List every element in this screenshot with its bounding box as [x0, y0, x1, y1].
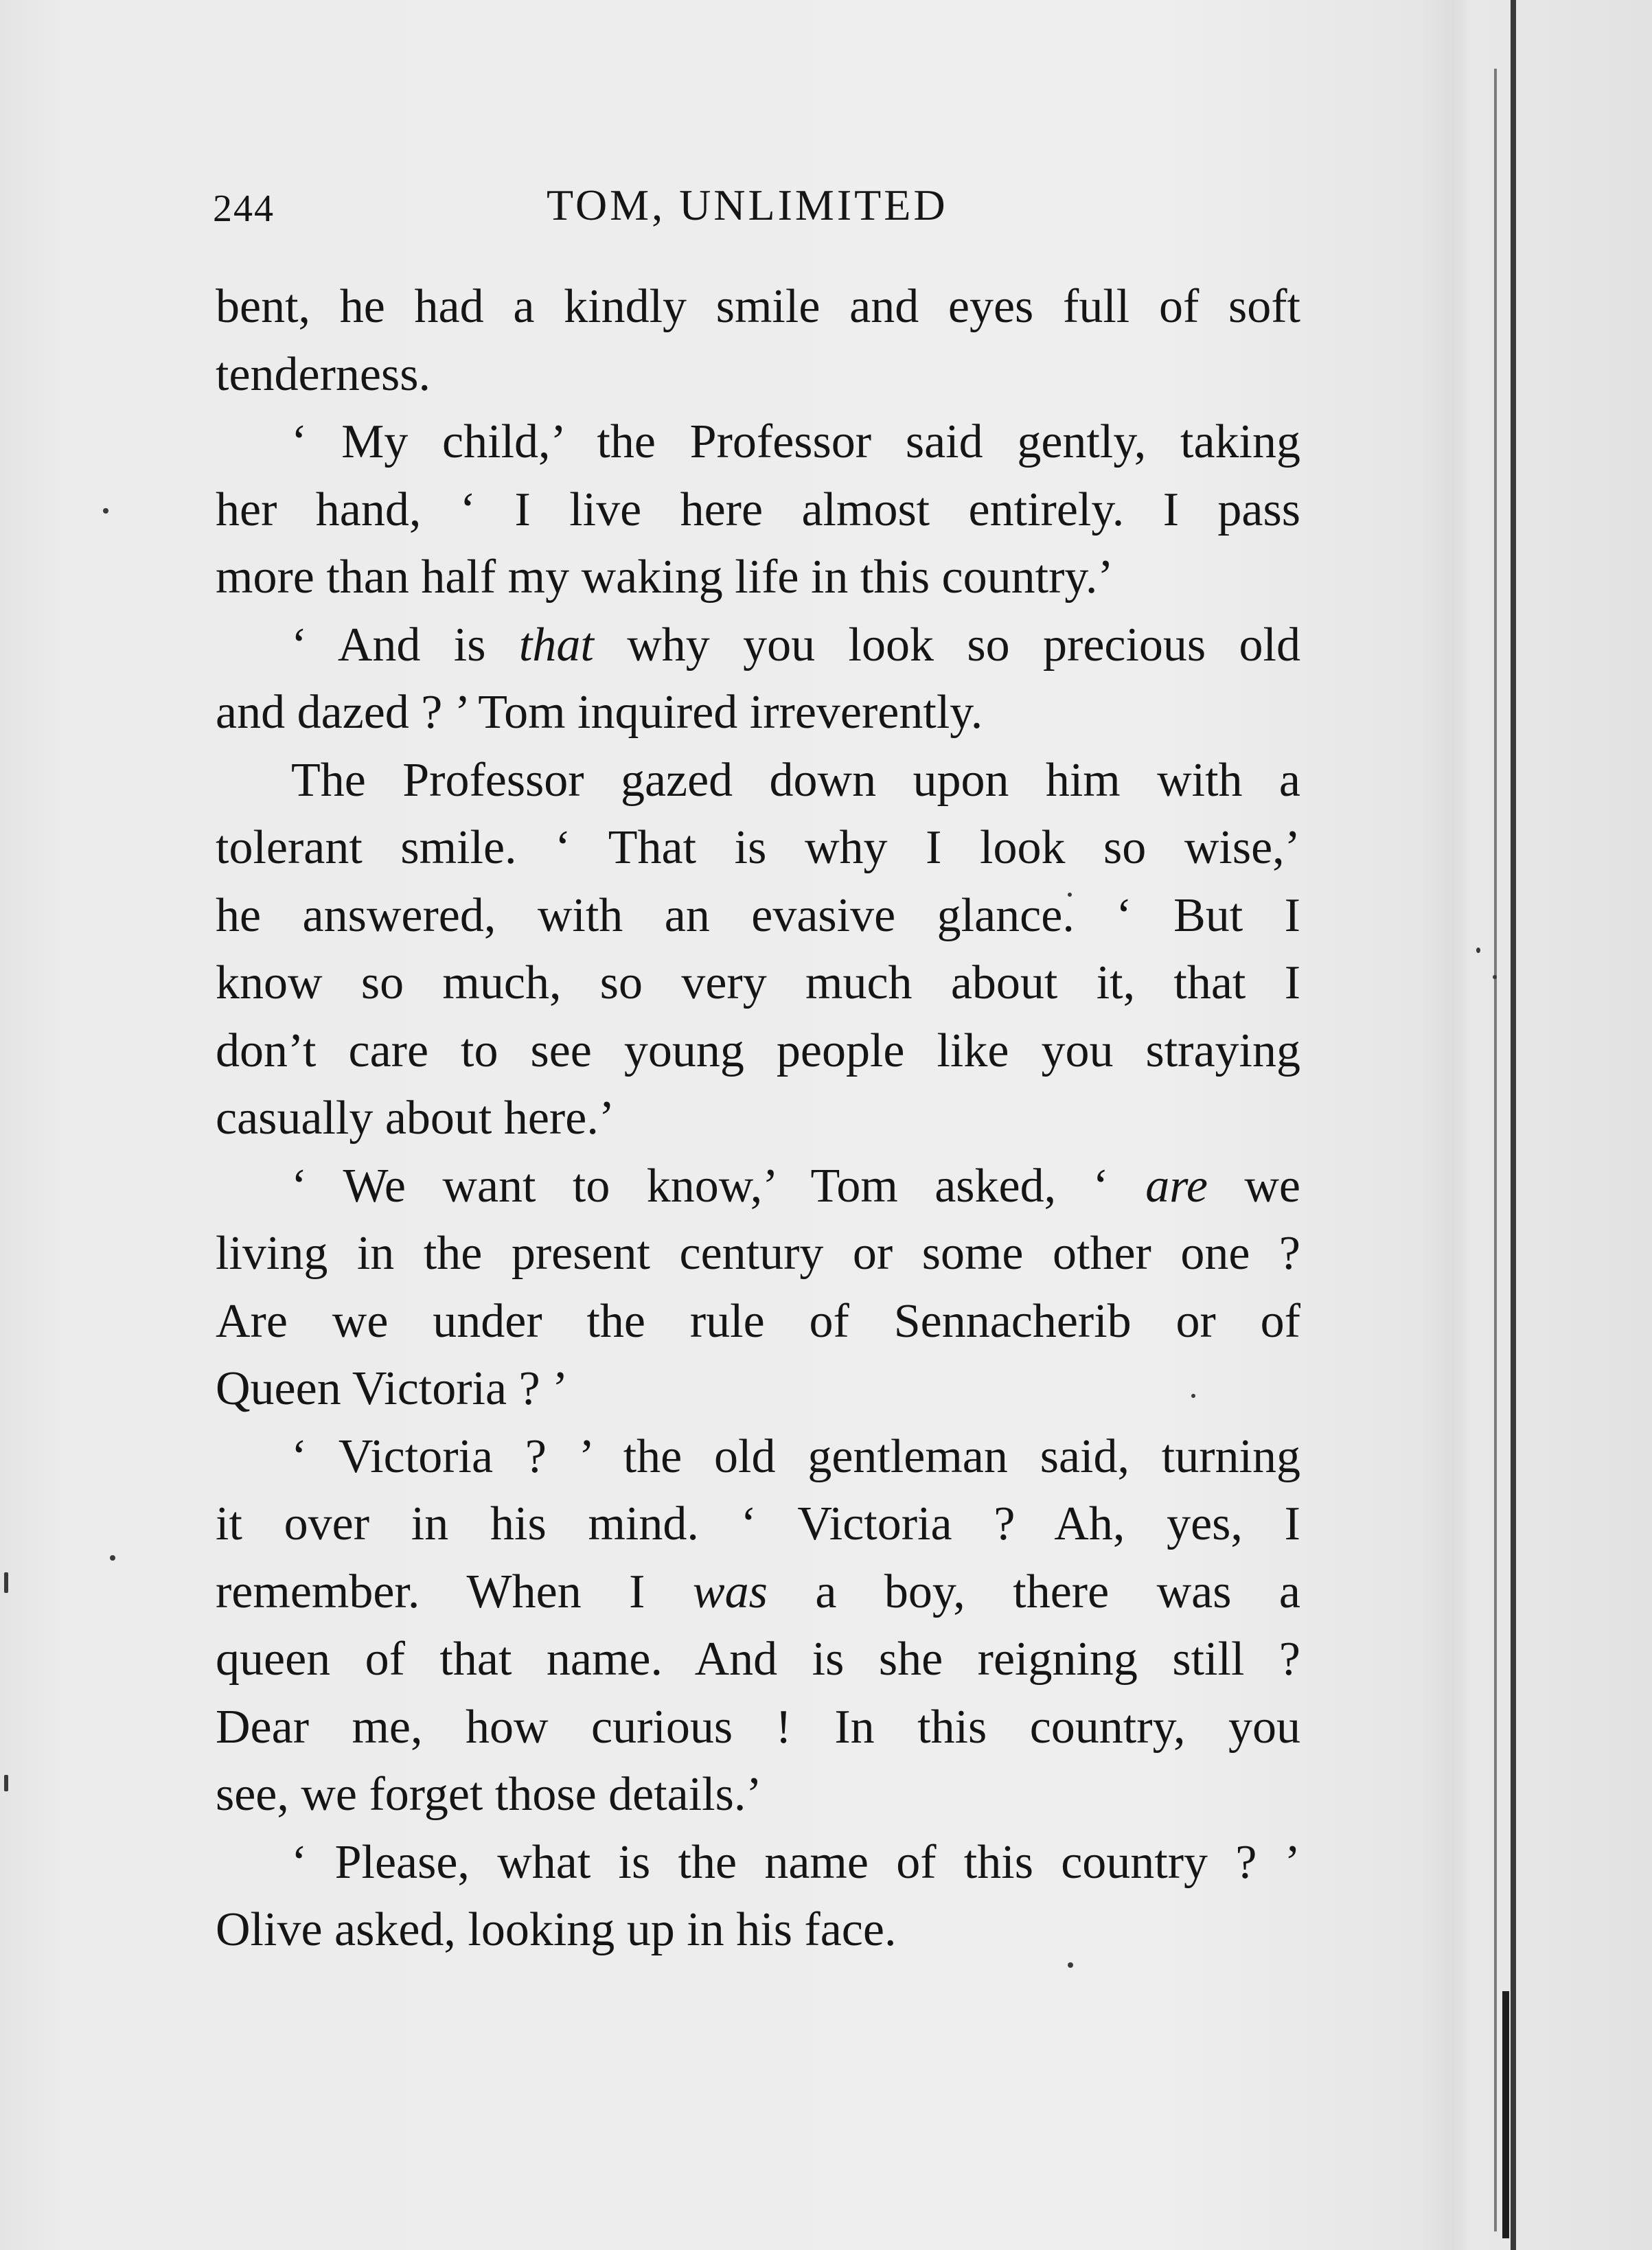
text-line: tolerant smile. ‘ That is why I look so wise,’	[216, 821, 1300, 874]
text-line: he answered, with an evasive glance. ‘ But I	[216, 888, 1300, 942]
text-line: and dazed ? ’ Tom inquired irreverently.	[216, 686, 983, 739]
text-line: more than half my waking life in this country.’	[216, 551, 1114, 604]
paper-speck	[4, 1775, 8, 1791]
page-number: 244	[213, 187, 275, 230]
italic-word: was	[692, 1565, 768, 1618]
text-line: remember. When I was a boy, there was a	[216, 1565, 1300, 1618]
text-line: The Professor gazed down upon him with a	[291, 753, 1300, 807]
paper-speck	[4, 1572, 8, 1593]
text-line: Olive asked, looking up in his face.	[216, 1903, 897, 1956]
text-line: see, we forget those details.’	[216, 1768, 762, 1821]
text-line: ‘ Victoria ? ’ the old gentleman said, turning	[291, 1430, 1300, 1483]
running-head: TOM, UNLIMITED	[547, 181, 948, 229]
page-body-text	[216, 273, 1300, 1964]
text-line: know so much, so very much about it, that I	[216, 956, 1300, 1009]
page-header	[213, 180, 954, 242]
binding-gutter-dark	[1502, 1991, 1509, 2238]
binding-gutter-edge	[1511, 0, 1516, 2250]
paper-speck	[1493, 975, 1497, 979]
text-line: queen of that name. And is she reigning still ?	[216, 1633, 1300, 1686]
text-line: bent, he had a kindly smile and eyes full of soft	[216, 280, 1300, 333]
text-line: Dear me, how curious ! In this country, you	[216, 1700, 1300, 1754]
paper-speck	[110, 1555, 115, 1561]
text-line: Are we under the rule of Sennacherib or of	[216, 1294, 1300, 1348]
text-line: it over in his mind. ‘ Victoria ? Ah, yes, I	[216, 1497, 1300, 1550]
text-line: living in the present century or some other one ?	[216, 1227, 1300, 1280]
text-line: casually about here.’	[216, 1092, 615, 1145]
text-line: don’t care to see young people like you straying	[216, 1024, 1300, 1077]
text-line: ‘ My child,’ the Professor said gently, taking	[291, 415, 1300, 468]
binding-gutter-shadow	[1494, 69, 1497, 2231]
italic-word: are	[1145, 1159, 1208, 1213]
text-line: her hand, ‘ I live here almost entirely. I pass	[216, 483, 1300, 536]
text-line: ‘ And is that why you look so precious old	[291, 618, 1300, 671]
italic-word: that	[518, 618, 594, 671]
text-line: tenderness.	[216, 347, 431, 401]
paper-speck	[1476, 948, 1480, 953]
text-line: ‘ Please, what is the name of this country ? ’	[291, 1835, 1300, 1889]
paper-speck	[103, 508, 108, 514]
text-line: Queen Victoria ? ’	[216, 1362, 569, 1415]
text-line: ‘ We want to know,’ Tom asked, ‘ are we	[291, 1159, 1300, 1213]
